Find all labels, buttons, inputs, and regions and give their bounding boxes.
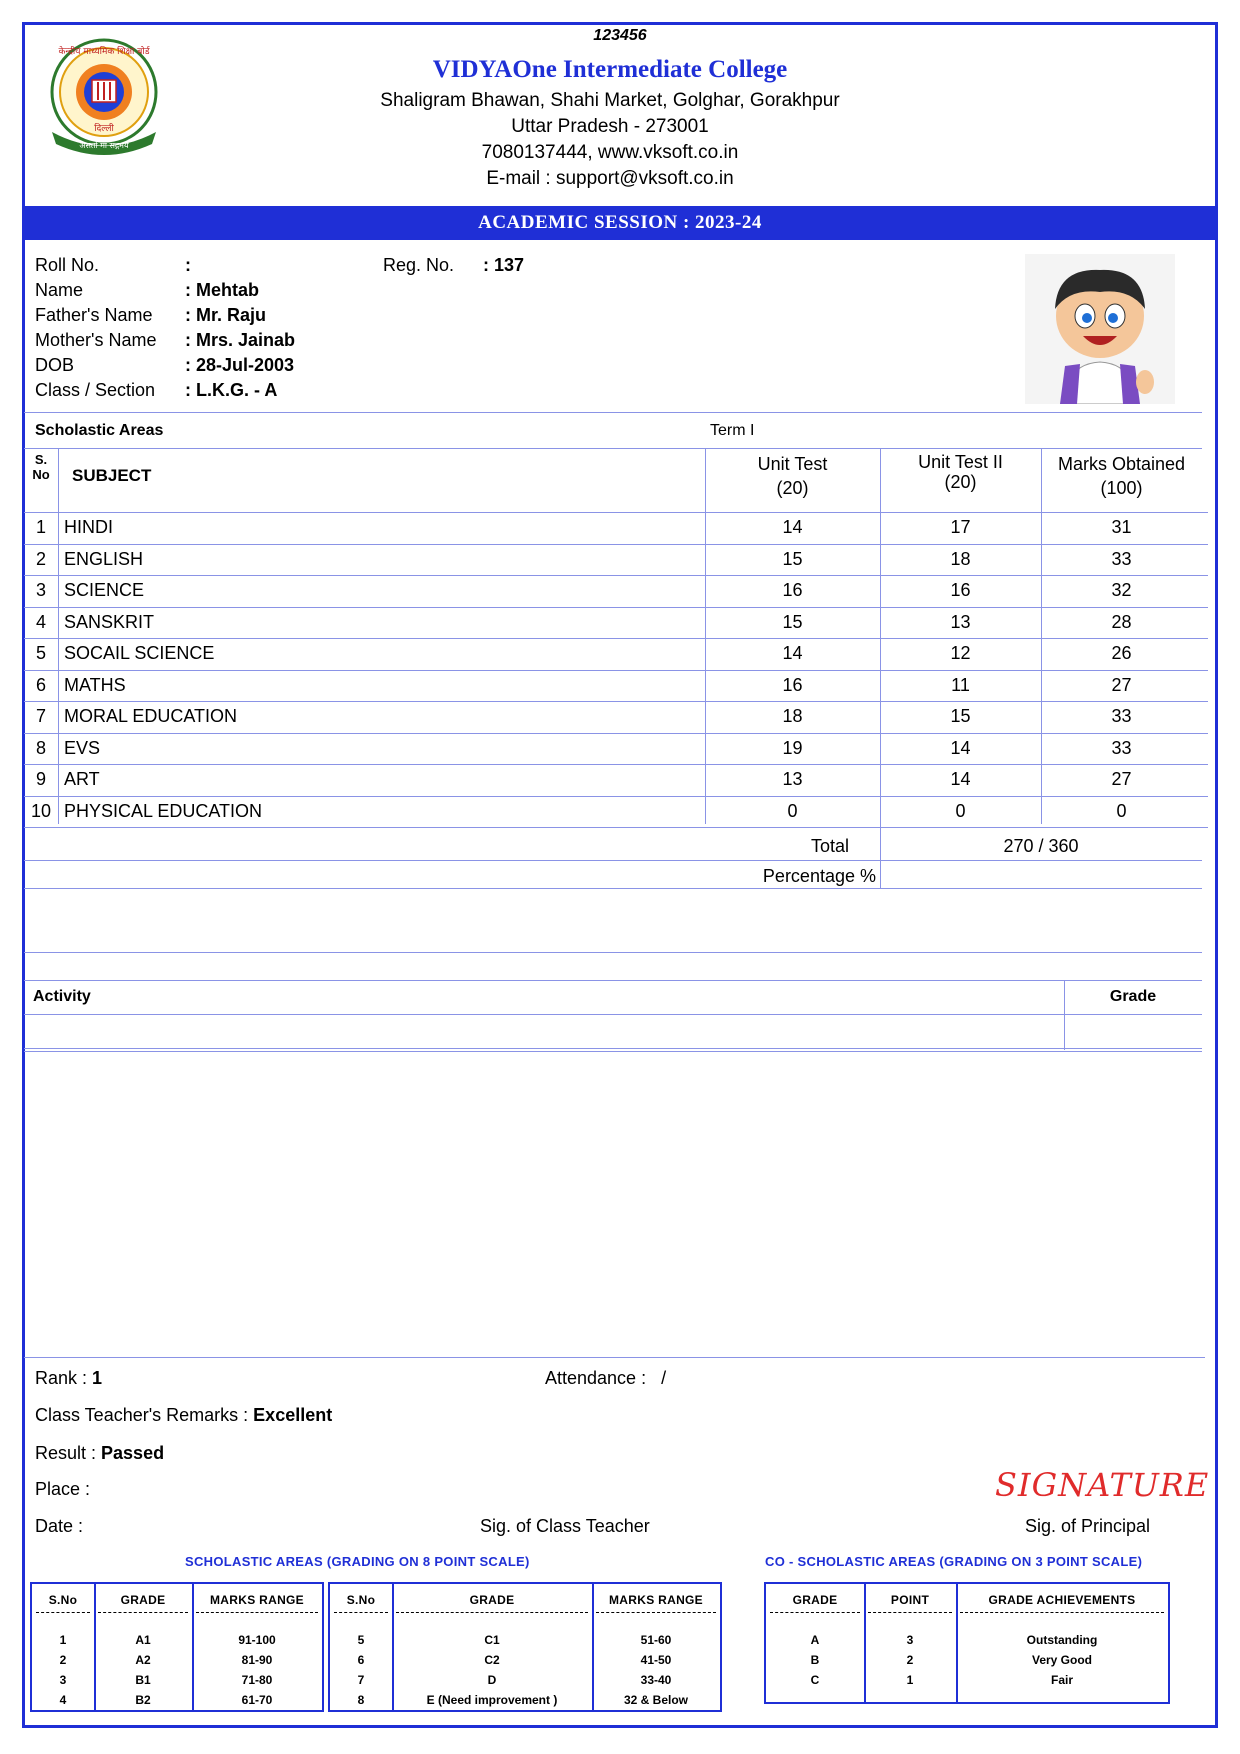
row-sno: 6 (35, 674, 46, 695)
grade-sno: 2 (59, 1653, 67, 1667)
header-point: POINT (890, 1593, 930, 1607)
reg-value: : 137 (483, 255, 525, 275)
co-achievement: Fair (1050, 1673, 1073, 1687)
contact-line: 7080137444, www.vksoft.co.in (481, 142, 739, 163)
header-grade: GRADE (469, 1593, 515, 1607)
row-unit-test-1: 14 (782, 643, 803, 663)
row-divider (24, 796, 1208, 797)
reg-label: Reg. No. (383, 255, 455, 275)
row-unit-test-1: 16 (782, 580, 803, 600)
row-marks-obtained: 26 (1111, 643, 1132, 663)
col-ut2-header: Unit Test II (20) (918, 452, 1003, 492)
co-grade: A (810, 1633, 820, 1647)
row-unit-test-1: 18 (782, 706, 803, 726)
co-achievement: Very Good (1031, 1653, 1093, 1667)
row-divider (24, 638, 1208, 639)
row-marks-obtained: 28 (1111, 611, 1132, 632)
dashed-separator (334, 1612, 388, 1613)
row-sno: 1 (35, 517, 46, 537)
col-subject-header: SUBJECT (72, 466, 152, 485)
divider (24, 1357, 1205, 1358)
grade-value: A2 (135, 1653, 151, 1667)
grade-range: 41-50 (640, 1653, 672, 1667)
row-subject: SANSKRIT (64, 611, 155, 632)
co-grade: C (810, 1673, 820, 1687)
grade-sno: 1 (59, 1633, 67, 1647)
divider (24, 952, 1202, 953)
sig-principal: Sig. of Principal (1025, 1516, 1151, 1536)
name-value: : Mehtab (185, 280, 259, 300)
mother-value: : Mrs. Jainab (185, 330, 296, 350)
grade-value: D (487, 1673, 497, 1687)
svg-text:असतो मा सद्गमय: असतो मा सद्गमय (79, 141, 129, 150)
row-marks-obtained: 27 (1111, 769, 1132, 789)
row-subject: PHYSICAL EDUCATION (64, 800, 263, 821)
row-unit-test-2: 12 (950, 643, 971, 663)
roll-label: Roll No. (35, 255, 100, 275)
header-sno: S.No (48, 1593, 78, 1607)
row-divider (24, 544, 1208, 545)
row-unit-test-2: 0 (955, 800, 966, 821)
row-sno: 8 (35, 737, 46, 758)
document-number: 123456 (593, 27, 647, 44)
row-marks-obtained: 33 (1111, 548, 1132, 569)
co-achievement: Outstanding (1026, 1633, 1098, 1647)
row-marks-obtained: 31 (1111, 517, 1132, 537)
row-unit-test-2: 14 (950, 769, 971, 789)
header-grade: GRADE (120, 1593, 166, 1607)
row-marks-obtained: 33 (1111, 706, 1132, 726)
col-divider (58, 448, 59, 824)
dashed-separator (596, 1612, 716, 1613)
row-subject: SCIENCE (64, 580, 145, 600)
grade-sno: 4 (59, 1693, 67, 1707)
row-sno: 4 (35, 611, 46, 632)
dashed-separator (98, 1612, 188, 1613)
row-subject: HINDI (64, 517, 113, 537)
divider (24, 448, 1202, 449)
row-unit-test-2: 15 (950, 706, 971, 726)
dashed-separator (36, 1612, 90, 1613)
row-subject: EVS (64, 737, 101, 758)
header-marks-range: MARKS RANGE (609, 1593, 703, 1607)
row-sno: 5 (35, 643, 46, 663)
row-unit-test-2: 18 (950, 548, 971, 569)
row-subject: ART (64, 769, 100, 789)
address-line-2: Uttar Pradesh - 273001 (511, 116, 709, 137)
place-label: Place : (35, 1479, 91, 1499)
row-subject: ENGLISH (64, 548, 144, 569)
roll-value: : (185, 255, 191, 275)
row-marks-obtained: 0 (1116, 800, 1127, 821)
divider (24, 1014, 1202, 1015)
grade-range: 33-40 (640, 1673, 672, 1687)
grade-range: 32 & Below (623, 1693, 689, 1707)
grade-sno: 8 (357, 1693, 365, 1707)
row-unit-test-1: 16 (782, 674, 803, 695)
row-unit-test-2: 14 (950, 737, 971, 758)
dashed-separator (960, 1612, 1164, 1613)
row-unit-test-1: 0 (787, 800, 798, 821)
divider (24, 980, 1202, 981)
percentage-label: Percentage % (762, 866, 876, 886)
col-sno-header: S. No (32, 452, 50, 482)
row-unit-test-2: 13 (950, 611, 971, 632)
row-unit-test-2: 16 (950, 580, 971, 600)
row-divider (24, 701, 1208, 702)
grade-range: 91-100 (238, 1633, 276, 1647)
header-marks-range: MARKS RANGE (210, 1593, 304, 1607)
grade-range: 71-80 (241, 1673, 273, 1687)
class-label: Class / Section (35, 380, 156, 400)
result: Result : Passed (35, 1443, 165, 1463)
header-sno: S.No (346, 1593, 376, 1607)
dob-value: : 28-Jul-2003 (185, 355, 295, 375)
principal-signature: SIGNATURE (995, 1466, 1210, 1504)
grade-value: B1 (135, 1673, 151, 1687)
row-sno: 9 (35, 769, 46, 789)
divider (24, 412, 1202, 413)
grade-value: E (Need improvement ) (426, 1693, 558, 1707)
total-value: 270 / 360 (1003, 836, 1079, 856)
dashed-separator (868, 1612, 952, 1613)
rank: Rank : 1 (35, 1368, 103, 1388)
grade-value: A1 (135, 1633, 151, 1647)
board-logo (38, 36, 170, 158)
row-unit-test-1: 15 (782, 611, 803, 632)
father-label: Father's Name (35, 305, 153, 325)
co-point: 1 (906, 1673, 914, 1687)
row-sno: 2 (35, 548, 46, 569)
email-line: E-mail : support@vksoft.co.in (486, 168, 734, 189)
term-label: Term I (710, 422, 755, 439)
co-grade: B (810, 1653, 820, 1667)
row-unit-test-1: 13 (782, 769, 803, 789)
dashed-separator (396, 1612, 588, 1613)
col-marks-header: Marks Obtained (100) (1057, 454, 1186, 498)
row-subject: MORAL EDUCATION (64, 706, 238, 726)
co-scholastic-grading-title: CO - SCHOLASTIC AREAS (GRADING ON 3 POINT SCALE) (765, 1554, 1143, 1569)
grade-range: 61-70 (241, 1693, 273, 1707)
row-sno: 7 (35, 706, 46, 726)
col-divider (705, 448, 706, 824)
student-photo (1025, 254, 1175, 404)
father-value: : Mr. Raju (185, 305, 267, 325)
activity-title: Activity (33, 988, 91, 1005)
grade-value: C1 (484, 1633, 500, 1647)
row-unit-test-2: 11 (951, 674, 970, 695)
row-marks-obtained: 27 (1111, 674, 1132, 695)
grade-sno: 3 (59, 1673, 67, 1687)
divider (24, 512, 1208, 513)
sig-class-teacher: Sig. of Class Teacher (480, 1516, 650, 1536)
mother-label: Mother's Name (35, 330, 157, 350)
grade-sno: 5 (357, 1633, 365, 1647)
grade-range: 81-90 (241, 1653, 273, 1667)
row-unit-test-1: 14 (782, 517, 803, 537)
row-subject: MATHS (64, 674, 126, 695)
teacher-remarks: Class Teacher's Remarks : Excellent (35, 1405, 333, 1425)
grade-value: B2 (135, 1693, 151, 1707)
row-divider (24, 575, 1208, 576)
row-unit-test-1: 15 (782, 548, 803, 569)
row-marks-obtained: 33 (1111, 737, 1132, 758)
row-divider (24, 670, 1208, 671)
academic-session-bar: ACADEMIC SESSION : 2023-24 (22, 206, 1218, 240)
attendance: Attendance : / (545, 1368, 667, 1388)
row-sno: 10 (30, 800, 52, 821)
svg-text:दिल्ली: दिल्ली (94, 124, 114, 134)
scholastic-title: Scholastic Areas (35, 422, 164, 439)
dashed-separator (196, 1612, 318, 1613)
activity-grade-header: Grade (1109, 988, 1157, 1005)
date-label: Date : (35, 1516, 84, 1536)
grade-value: C2 (484, 1653, 500, 1667)
divider (24, 860, 1202, 861)
scholastic-grading-title: SCHOLASTIC AREAS (GRADING ON 8 POINT SCALE) (185, 1554, 530, 1569)
header-grade: GRADE (792, 1593, 838, 1607)
grade-range: 51-60 (640, 1633, 672, 1647)
svg-text:केन्द्रीय माध्यमिक शिक्षा बोर्: केन्द्रीय माध्यमिक शिक्षा बोर्ड (58, 47, 150, 57)
co-point: 3 (906, 1633, 914, 1647)
row-unit-test-2: 17 (950, 517, 971, 537)
row-unit-test-1: 19 (782, 737, 803, 758)
col-divider (1041, 448, 1042, 824)
total-label: Total (810, 836, 850, 856)
header-grade-achievements: GRADE ACHIEVEMENTS (988, 1593, 1136, 1607)
name-label: Name (35, 280, 84, 300)
row-subject: SOCAIL SCIENCE (64, 643, 215, 663)
row-sno: 3 (35, 580, 46, 600)
grade-sno: 7 (357, 1673, 365, 1687)
divider (24, 1048, 1202, 1049)
dashed-separator (770, 1612, 860, 1613)
row-divider (24, 827, 1208, 828)
col-divider (1064, 980, 1065, 1050)
row-divider (24, 764, 1208, 765)
dob-label: DOB (35, 355, 75, 375)
grade-sno: 6 (357, 1653, 365, 1667)
divider (24, 1051, 1202, 1052)
co-point: 2 (906, 1653, 914, 1667)
row-marks-obtained: 32 (1111, 580, 1132, 600)
row-divider (24, 733, 1208, 734)
class-value: : L.K.G. - A (185, 380, 278, 400)
divider (24, 888, 1202, 889)
college-name: VIDYAOne Intermediate College (432, 56, 788, 83)
col-ut1-header: Unit Test (20) (757, 454, 828, 498)
col-divider (880, 448, 881, 888)
row-divider (24, 607, 1208, 608)
address-line-1: Shaligram Bhawan, Shahi Market, Golghar, Gorakhpur (380, 90, 840, 111)
